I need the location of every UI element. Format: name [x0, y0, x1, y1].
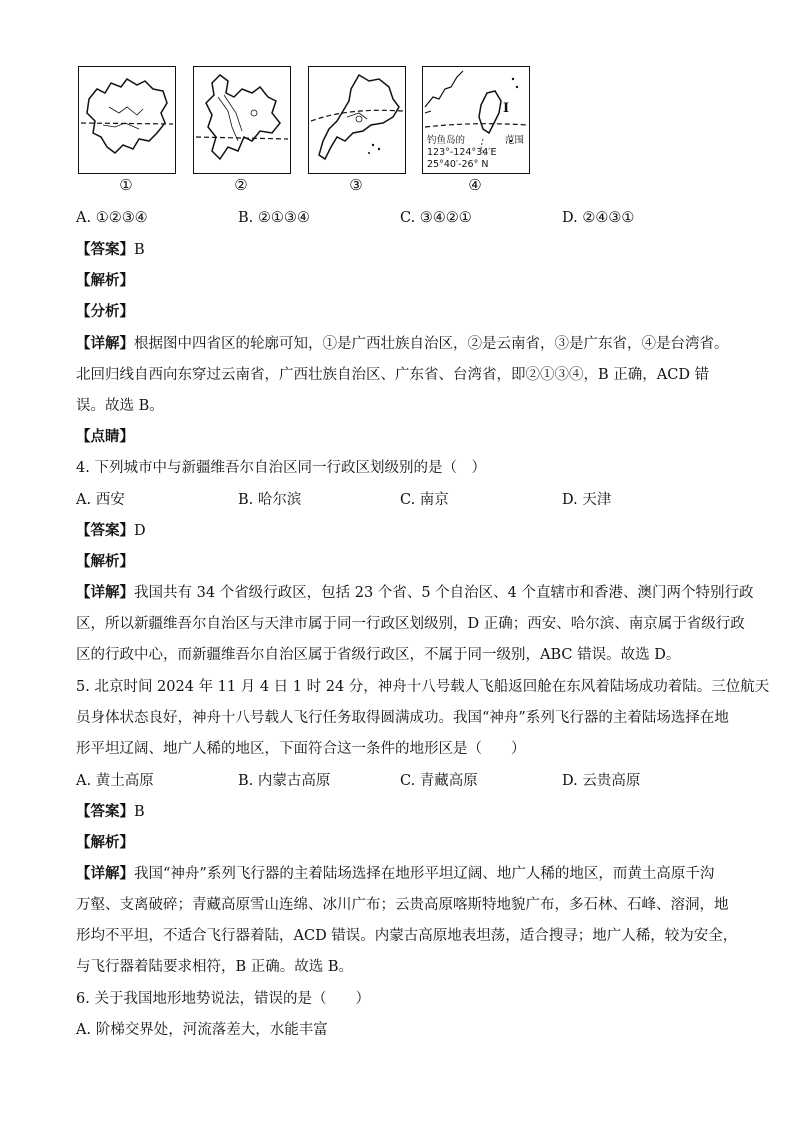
q3-answer — [76, 240, 145, 260]
q3-option-d: D. ②④③① — [562, 210, 635, 226]
q3-answer-value: B — [134, 242, 145, 258]
map-4-marker: I — [503, 101, 510, 116]
q3-dianjing-tag: 【点睛】 — [76, 428, 134, 445]
q4-detail-tag: 【详解】 — [76, 584, 134, 601]
map-1-guangxi — [78, 66, 176, 174]
map-4-label: ④ — [468, 176, 482, 194]
q4-option-b: B. 哈尔滨 — [238, 492, 302, 508]
q3-option-a: A. ①②③④ — [76, 210, 148, 226]
q4-answer-value: D — [134, 523, 146, 539]
q3-detail-line-2: 北回归线自西向东穿过云南省，广西壮族自治区、广东省、台湾省，即②①③④，B 正确，ACD 错 — [76, 367, 710, 383]
q5-detail-tag: 【详解】 — [76, 865, 134, 882]
map-4-range-label: 范围 — [505, 135, 525, 146]
q5-detail-line-4: 与飞行器着陆要求相符，B 正确。故选 B。 — [76, 959, 354, 975]
q3-detail-line-3: 误。故选 B。 — [76, 398, 164, 414]
map-4-latitude-label: 25°40′-26° N — [427, 159, 489, 170]
map-2-yunnan — [193, 66, 291, 174]
q3-analysis-tag: 【解析】 — [76, 272, 134, 289]
q3-fenxi-tag: 【分析】 — [76, 303, 134, 320]
q5-stem-line-1: 5. 北京时间 2024 年 11 月 4 日 1 时 24 分，神舟十八号载人飞船返回舱在东风着陆场成功着陆。三位航天 — [76, 679, 770, 695]
map-figure-row — [78, 66, 538, 194]
q3-detail-text-1: 根据图中四省区的轮廓可知，①是广西壮族自治区，②是云南省，③是广东省，④是台湾省。 — [134, 336, 729, 352]
q4-option-c: C. 南京 — [400, 492, 449, 508]
guangdong-outline-icon — [309, 67, 405, 173]
q5-option-a: A. 黄土高原 — [76, 773, 154, 789]
map-1-label: ① — [119, 176, 133, 194]
q3-detail-tag: 【详解】 — [76, 335, 134, 352]
q4-detail-line-1 — [76, 583, 754, 603]
q5-option-c: C. 青藏高原 — [400, 773, 478, 789]
q4-answer-tag: 【答案】 — [76, 522, 134, 539]
q5-detail-line-2: 万壑、支离破碎；青藏高原雪山连绵、冰川广布；云贵高原喀斯特地貌广布，多石林、石峰、溶洞，地 — [76, 897, 729, 913]
q4-detail-text-1: 我国共有 34 个省级行政区，包括 23 个省、5 个自治区、4 个直辖市和香港、澳门两个特别行政 — [134, 585, 754, 601]
yunnan-outline-icon — [194, 67, 290, 173]
q5-analysis-tag: 【解析】 — [76, 834, 134, 851]
q5-stem-line-3: 形平坦辽阔、地广人稀的地区，下面符合这一条件的地形区是（ ） — [76, 741, 526, 757]
q6-option-a: A. 阶梯交界处，河流落差大，水能丰富 — [76, 1022, 328, 1038]
q4-answer — [76, 521, 146, 541]
q5-stem-line-2: 员身体状态良好，神舟十八号载人飞行任务取得圆满成功。我国“神舟”系列飞行器的主着陆场选择在地 — [76, 710, 729, 726]
guangxi-outline-icon — [79, 67, 175, 173]
map-2-label: ② — [234, 176, 248, 194]
q5-answer-tag: 【答案】 — [76, 803, 134, 820]
q3-detail-line-1 — [76, 334, 729, 354]
map-4-taiwan — [422, 66, 530, 174]
q6-stem: 6. 关于我国地形地势说法，错误的是（ ） — [76, 991, 370, 1007]
q5-answer — [76, 802, 145, 822]
q3-option-b: B. ②①③④ — [238, 210, 310, 226]
q5-option-d: D. 云贵高原 — [562, 773, 641, 789]
q3-option-c: C. ③④②① — [400, 210, 472, 226]
q5-detail-text-1: 我国“神舟”系列飞行器的主着陆场选择在地形平坦辽阔、地广人稀的地区，而黄土高原千沟 — [134, 866, 715, 882]
map-4-island-label: 钓鱼岛的 — [427, 135, 466, 146]
q4-option-d: D. 天津 — [562, 492, 612, 508]
map-3-guangdong — [308, 66, 406, 174]
q4-detail-line-3: 区的行政中心，而新疆维吾尔自治区属于省级行政区，不属于同一级别，ABC 错误。故选 D。 — [76, 647, 681, 663]
q5-detail-line-3: 形均不平坦，不适合飞行器着陆，ACD 错误。内蒙古高原地表坦荡，适合搜寻；地广人稀，较为安全， — [76, 928, 738, 944]
q5-option-b: B. 内蒙古高原 — [238, 773, 331, 789]
q4-analysis-tag: 【解析】 — [76, 553, 134, 570]
q4-detail-line-2: 区，所以新疆维吾尔自治区与天津市属于同一行政区划级别，D 正确；西安、哈尔滨、南京属于省级行政 — [76, 616, 745, 632]
map-3-label: ③ — [349, 176, 363, 194]
q5-answer-value: B — [134, 804, 145, 820]
q4-stem: 4. 下列城市中与新疆维吾尔自治区同一行政区划级别的是（ ） — [76, 460, 486, 476]
q5-detail-line-1 — [76, 864, 714, 884]
q3-answer-tag: 【答案】 — [76, 241, 134, 258]
q4-option-a: A. 西安 — [76, 492, 125, 508]
map-4-longitude-label: 123°-124°34′E — [427, 147, 497, 158]
